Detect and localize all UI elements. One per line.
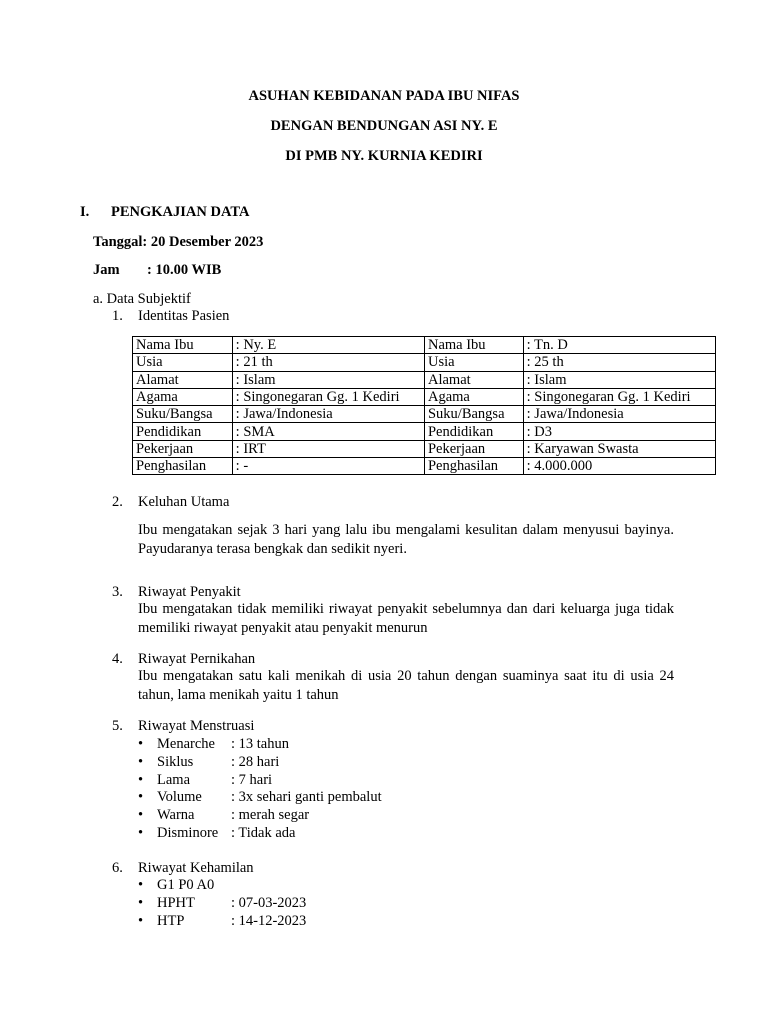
- keluhan-text: Ibu mengatakan sejak 3 hari yang lalu ibu mengalami kesulitan dalam menyusui bayinya. Payudaranya terasa bengkak dan sedikit nyeri.: [138, 522, 674, 557]
- doc-title-line-3: DI PMB NY. KURNIA KEDIRI: [285, 148, 483, 164]
- ibu-field-value: : Islam: [232, 371, 424, 388]
- ibu-field-value: : 21 th: [232, 354, 424, 371]
- suami-field-value: : 25 th: [523, 354, 715, 371]
- bullet-icon: •: [138, 753, 144, 770]
- jam-value: : 10.00 WIB: [147, 262, 222, 278]
- item-label: G1 P0 A0: [157, 877, 215, 893]
- table-row: [133, 440, 716, 457]
- kehamilan-title: Riwayat Kehamilan: [138, 860, 254, 876]
- ibu-field-label: Suku/Bangsa: [133, 406, 233, 423]
- ibu-field-label: Usia: [133, 354, 233, 371]
- bullet-icon: •: [138, 877, 144, 893]
- ibu-field-value: : Singonegaran Gg. 1 Kediri: [232, 388, 424, 405]
- ibu-field-value: : SMA: [232, 423, 424, 440]
- penyakit-text: Ibu mengatakan tidak memiliki riwayat penyakit sebelumnya dan dari keluarga juga tidak memiliki riwayat penyakit atau penyakit menurun: [138, 601, 674, 636]
- suami-field-label: Alamat: [424, 371, 523, 388]
- penyakit-number: 3.: [112, 584, 123, 600]
- table-row: [133, 423, 716, 440]
- item-value: : merah segar: [231, 807, 310, 824]
- table-row: [133, 388, 716, 405]
- bullet-icon: •: [138, 736, 144, 752]
- table-row: [133, 371, 716, 388]
- suami-field-value: : 4.000.000: [523, 458, 715, 475]
- suami-field-value: : D3: [523, 423, 715, 440]
- bullet-icon: •: [138, 771, 144, 788]
- item-label: Volume: [157, 789, 202, 806]
- item-label: Lama: [157, 771, 191, 788]
- tanggal-line: Tanggal: 20 Desember 2023: [93, 234, 264, 250]
- bullet-icon: •: [138, 912, 144, 929]
- item-value: : 3x sehari ganti pembalut: [231, 789, 382, 806]
- pernikahan-title: Riwayat Pernikahan: [138, 651, 256, 667]
- pernikahan-number: 4.: [112, 651, 123, 667]
- bullet-icon: •: [138, 789, 144, 806]
- bullet-icon: •: [138, 824, 144, 841]
- item-value: : Tidak ada: [231, 824, 296, 841]
- ibu-field-value: : -: [232, 458, 424, 475]
- pernikahan-text: Ibu mengatakan satu kali menikah di usia 20 tahun dengan suaminya saat itu di usia 24 tahun, lama menikah yaitu 1 tahun: [138, 668, 674, 703]
- suami-field-label: Suku/Bangsa: [424, 406, 523, 423]
- item-value: : 7 hari: [231, 771, 273, 788]
- ibu-field-value: : Jawa/Indonesia: [232, 406, 424, 423]
- section-number: I.: [80, 204, 90, 220]
- ibu-field-label: Agama: [133, 388, 233, 405]
- suami-field-value: : Islam: [523, 371, 715, 388]
- item-label: HTP: [157, 912, 185, 929]
- ibu-field-label: Penghasilan: [133, 458, 233, 475]
- ibu-field-label: Pendidikan: [133, 423, 233, 440]
- item-value: : 13 tahun: [231, 736, 289, 752]
- item-label: Warna: [157, 807, 195, 824]
- suami-field-value: : Tn. D: [523, 337, 715, 354]
- identitas-title: Identitas Pasien: [138, 308, 230, 324]
- suami-field-label: Pekerjaan: [424, 440, 523, 457]
- bullet-icon: •: [138, 807, 144, 824]
- suami-field-label: Agama: [424, 388, 523, 405]
- suami-field-label: Usia: [424, 354, 523, 371]
- ibu-field-value: : Ny. E: [232, 337, 424, 354]
- bullet-icon: •: [138, 894, 144, 911]
- table-row: [133, 406, 716, 423]
- table-row: [133, 458, 716, 475]
- item-value: : 28 hari: [231, 753, 280, 770]
- section-title: PENGKAJIAN DATA: [111, 204, 250, 220]
- doc-title-line-2: DENGAN BENDUNGAN ASI NY. E: [270, 118, 498, 134]
- menstruasi-title: Riwayat Menstruasi: [138, 718, 255, 734]
- suami-field-value: : Singonegaran Gg. 1 Kediri: [523, 388, 715, 405]
- suami-field-label: Penghasilan: [424, 458, 523, 475]
- table-row: [133, 354, 716, 371]
- keluhan-title: Keluhan Utama: [138, 494, 230, 510]
- identitas-table: [132, 336, 716, 475]
- item-label: HPHT: [157, 894, 195, 911]
- item-label: Disminore: [157, 824, 219, 841]
- item-label: Siklus: [157, 753, 194, 770]
- suami-field-value: : Jawa/Indonesia: [523, 406, 715, 423]
- table-row: [133, 337, 716, 354]
- item-label: Menarche: [157, 736, 215, 752]
- jam-label: Jam: [93, 262, 120, 278]
- identitas-number: 1.: [112, 308, 123, 324]
- doc-title-line-1: ASUHAN KEBIDANAN PADA IBU NIFAS: [248, 88, 520, 104]
- suami-field-label: Pendidikan: [424, 423, 523, 440]
- suami-field-value: : Karyawan Swasta: [523, 440, 715, 457]
- suami-field-label: Nama Ibu: [424, 337, 523, 354]
- penyakit-title: Riwayat Penyakit: [138, 584, 241, 600]
- item-value: : 14-12-2023: [231, 912, 307, 929]
- kehamilan-number: 6.: [112, 860, 123, 876]
- ibu-field-label: Nama Ibu: [133, 337, 233, 354]
- item-value: : 07-03-2023: [231, 894, 307, 911]
- menstruasi-number: 5.: [112, 718, 123, 734]
- ibu-field-label: Alamat: [133, 371, 233, 388]
- ibu-field-label: Pekerjaan: [133, 440, 233, 457]
- ibu-field-value: : IRT: [232, 440, 424, 457]
- keluhan-number: 2.: [112, 494, 123, 510]
- data-subjektif-label: a. Data Subjektif: [93, 291, 191, 307]
